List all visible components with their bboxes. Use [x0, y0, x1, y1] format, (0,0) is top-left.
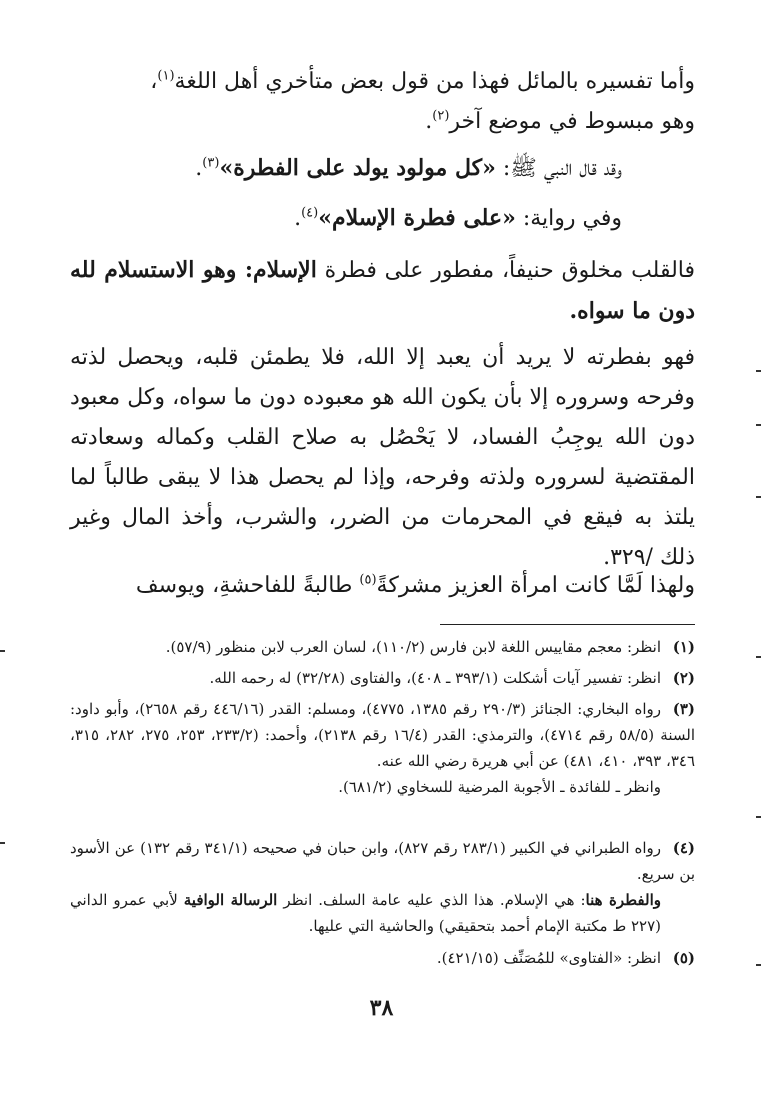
p6-text-a: ولهذا لَمَّا كانت امرأة العزيز مشركةً	[376, 573, 695, 598]
p1-period: .	[425, 109, 433, 134]
margin-mark	[756, 424, 761, 426]
footnote-1-text: انظر: معجم مقاييس اللغة لابن فارس (١١٠/٢)، لسان العرب لابن منظور (٥٧/٩).	[165, 638, 661, 656]
paragraph-2-hadith	[70, 148, 622, 189]
footnote-2-number: (٢)	[672, 669, 695, 687]
p5-text: فهو بفطرته لا يريد أن يعبد إلا الله، فلا يطمئن قلبه، ويحصل لذته وفرحه وسروره إلا بأن يكون الله هو معبوده دون ما سواه، وكل معبود دون الله يوجِبُ الفساد، لا يَحْصُل به صلاح القلب وكماله وسعادته المقتضية لسروره ولذته وفرحه، وإذا لم يحصل هذا لا يبقى طالباً لما يلتذ به فيقع في المحرمات من الضرر، والشرب، وأخذ المال وغير ذلك /٣٢٩.	[70, 345, 695, 570]
footnote-separator	[440, 624, 695, 625]
footnote-3-number: (٣)	[672, 700, 696, 718]
p6-text-b: طالبةً للفاحشةِ، ويوسف	[135, 573, 360, 598]
p4-text: فالقلب مخلوق حنيفاً، مفطور على فطرة	[316, 258, 696, 283]
footnote-ref-3: (٣)	[202, 155, 220, 171]
footnote-2-text: انظر: تفسير آيات أشكلت (٣٩٣/١ ـ ٤٠٨)، والفتاوى (٣٢/٢٨) له رحمه الله.	[209, 669, 661, 687]
margin-mark	[0, 650, 5, 652]
margin-mark	[756, 964, 761, 966]
footnote-ref-1: (١)	[157, 68, 175, 84]
footnote-3	[70, 696, 695, 800]
footnote-1	[70, 634, 695, 660]
p2-period: .	[195, 156, 203, 181]
footnote-ref-2: (٢)	[432, 108, 450, 124]
margin-mark	[756, 816, 761, 818]
p3-quote: «على فطرة الإسلام»	[318, 205, 516, 231]
p1-line2-text: وهو مبسوط في موضع آخر	[449, 109, 695, 134]
footnote-ref-5: (٥)	[359, 572, 377, 588]
margin-mark	[756, 656, 761, 658]
p2-hadith-quote: «كل مولود يولد على الفطرة»	[219, 155, 496, 181]
footnote-4-text: رواه الطبراني في الكبير (٢٨٣/١ رقم ٨٢٧)، وابن حبان في صحيحه (٣٤١/١ رقم ١٣٢) عن الأسود بن سريع.	[70, 839, 695, 883]
margin-mark	[0, 842, 5, 844]
p1-line1-text: وأما تفسيره بالمائل فهذا من قول بعض متأخري أهل اللغة	[174, 69, 695, 94]
margin-mark	[756, 496, 761, 498]
footnote-4-extra	[70, 887, 695, 939]
footnote-5	[70, 945, 695, 971]
footnote-3-text: رواه البخاري: الجنائز (٢٩٠/٣ رقم ١٣٨٥، ٤٧٧٥)، ومسلم: القدر (٤٤٦/١٦ رقم ٢٦٥٨)، وأبو داود: السنة (٥٨/٥ رقم ٤٧١٤)، والترمذي: القدر (١٦/٤ رقم ٢١٣٨)، وأحمد: (٢٣٣/٢، ٢٥٣، ٢٧٥، ٢٨٢، ٣١٥، ٣٤٦، ٣٩٣، ٤١٠، ٤٨١) عن أبي هريرة رضي الله عنه.	[70, 700, 695, 770]
footnote-3-extra: وانظر ـ للفائدة ـ الأجوبة المرضية للسخاوي (٦٨١/٢).	[338, 778, 661, 796]
margin-mark	[756, 370, 761, 372]
p3-period: .	[294, 206, 302, 231]
footnote-4-number: (٤)	[672, 839, 696, 857]
footnote-2	[70, 665, 695, 691]
footnote-4-bold-term: والفطرة هنا	[585, 891, 661, 909]
paragraph-3-riwaya	[70, 198, 622, 239]
footnote-4-extra-a: : هي الإسلام. هذا الذي عليه عامة السلف. انظر	[277, 891, 586, 909]
footnote-1-number: (١)	[672, 638, 695, 656]
footnote-4	[70, 835, 695, 939]
p3-intro: وفي رواية:	[515, 206, 622, 231]
paragraph-4	[70, 250, 695, 332]
paragraph-1	[70, 62, 695, 142]
page-number: ٣٨	[369, 995, 394, 1021]
footnote-ref-4: (٤)	[301, 205, 319, 221]
footnote-4-bold-title: الرسالة الوافية	[183, 891, 278, 909]
p2-intro: وقد قال النبي ﷺ:	[495, 156, 622, 181]
footnote-5-text: انظر: «الفتاوى» للمُصَنِّف (٤٢١/١٥).	[436, 949, 661, 967]
paragraph-6	[70, 566, 695, 606]
footnote-5-number: (٥)	[672, 949, 695, 967]
p1-comma: ،	[150, 69, 158, 94]
p4-bold-text: الإسلام: وهو الاستسلام لله دون ما سواه.	[70, 257, 695, 324]
footnote-4-extra-b: لأبي عمرو الداني (٢٢٧ ط مكتبة الإمام أحمد بتحقيقي) والحاشية التي عليها.	[70, 891, 661, 935]
paragraph-5	[70, 338, 695, 578]
